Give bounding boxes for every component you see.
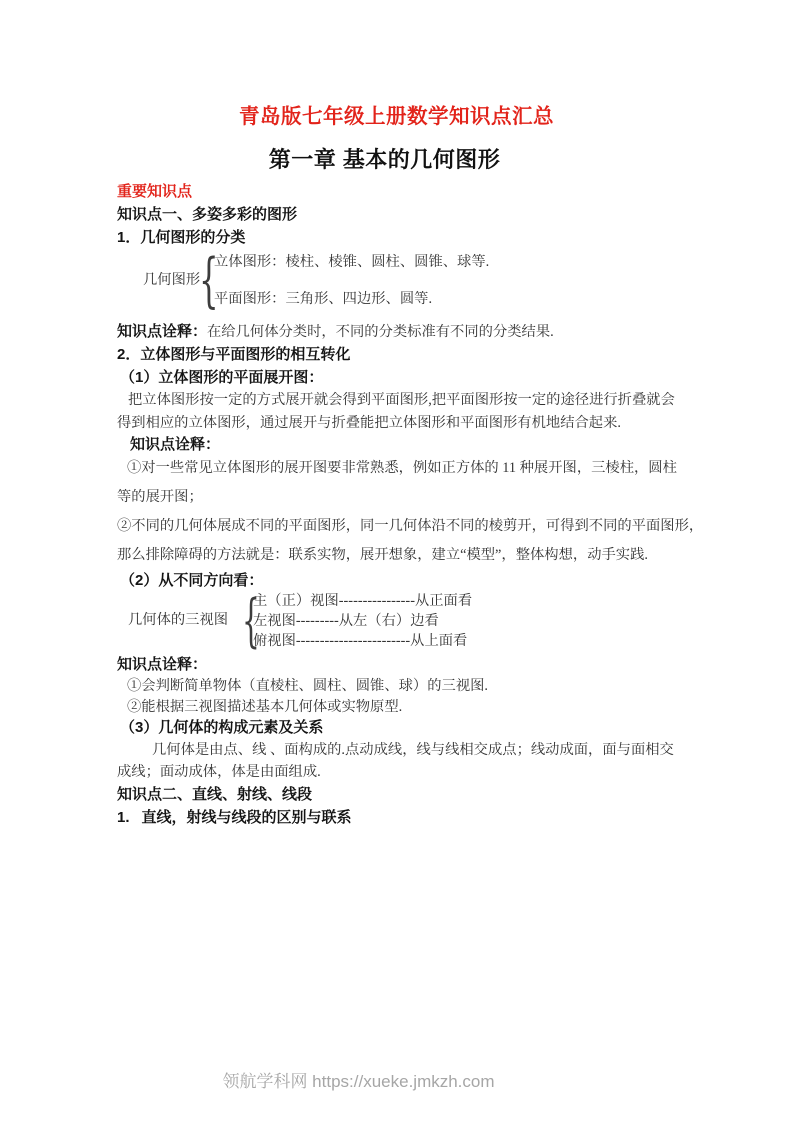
knowledge-point-1-heading: 知识点一、多姿多彩的图形 [117, 206, 298, 223]
kp2-item-1-text: 直线，射线与线段的区别与联系 [141, 809, 352, 826]
sub-3-heading: （3）几何体的构成元素及关系 [120, 719, 324, 736]
kp2-item-1 [117, 809, 352, 827]
sub-1-heading: （1）立体图形的平面展开图： [120, 369, 324, 386]
diagram1-solid-figures-line: 立体图形：棱柱、棱锥、圆柱、圆锥、球等. [214, 254, 490, 270]
note-1-text: 在给几何体分类时，不同的分类标准有不同的分类结果. [207, 324, 554, 340]
diagram2-side-view-line: 左视图---------从左（右）边看 [253, 613, 439, 629]
diagram2-brace: { [242, 587, 260, 655]
diagram1-plane-figures-line: 平面图形：三角形、四边形、圆等. [214, 291, 433, 307]
note-2-label: 知识点诠释： [130, 436, 221, 453]
note-2-point-1-line-1: ①对一些常见立体图形的展开图要非常熟悉，例如正方体的 11 种展开图，三棱柱，圆柱 [127, 460, 677, 476]
note-3-label: 知识点诠释： [117, 656, 208, 673]
diagram1-label: 几何图形 [143, 272, 201, 288]
footer-site-watermark: 领航学科网 https://xueke.jmkzh.com [222, 1072, 495, 1091]
sub-1-paragraph-line-2: 得到相应的立体图形，通过展开与折叠能把立体图形和平面图形有机地结合起来. [117, 415, 621, 431]
knowledge-point-2-heading: 知识点二、直线、射线、线段 [117, 786, 313, 803]
note-2-point-1-line-2: 等的展开图； [117, 489, 203, 505]
chapter-title: 第一章 基本的几何图形 [268, 147, 501, 172]
sub-3-paragraph-line-2: 成线；面动成体，体是由面组成. [117, 764, 321, 780]
item-2-heading: 2．立体图形与平面图形的相互转化 [117, 346, 351, 363]
note-2-point-2-line-1: ②不同的几何体展成不同的平面图形，同一几何体沿不同的棱剪开，可得到不同的平面图形， [117, 518, 704, 534]
sub-2-heading: （2）从不同方向看： [120, 572, 264, 589]
diagram2-top-view-line: 俯视图------------------------从上面看 [253, 633, 468, 649]
note-2-point-2-line-2: 那么排除障碍的方法就是：联系实物，展开想象，建立“模型”，整体构想，动手实践. [117, 547, 648, 563]
diagram2-label: 几何体的三视图 [128, 612, 229, 628]
important-points-heading: 重要知识点 [117, 183, 193, 200]
note-1-label: 知识点诠释： [117, 323, 208, 340]
sub-3-paragraph-line-1: 几何体是由点、线 、面构成的.点动成线，线与线相交成点；线动成面，面与面相交 [152, 742, 674, 758]
diagram1-brace: { [199, 246, 219, 316]
sub-1-paragraph-line-1: 把立体图形按一定的方式展开就会得到平面图形,把平面图形按一定的途径进行折叠就会 [128, 392, 675, 408]
diagram2-front-view-line: 主（正）视图----------------从正面看 [253, 593, 473, 609]
doc-title: 青岛版七年级上册数学知识点汇总 [239, 105, 554, 128]
note-3-point-2: ②能根据三视图描述基本几何体或实物原型. [127, 699, 403, 715]
note-3-point-1: ①会判断简单物体（直棱柱、圆柱、圆锥、球）的三视图. [127, 678, 488, 694]
kp2-item-1-number: 1. [117, 809, 130, 826]
note-1 [117, 323, 554, 341]
item-1-heading: 1．几何图形的分类 [117, 229, 246, 246]
